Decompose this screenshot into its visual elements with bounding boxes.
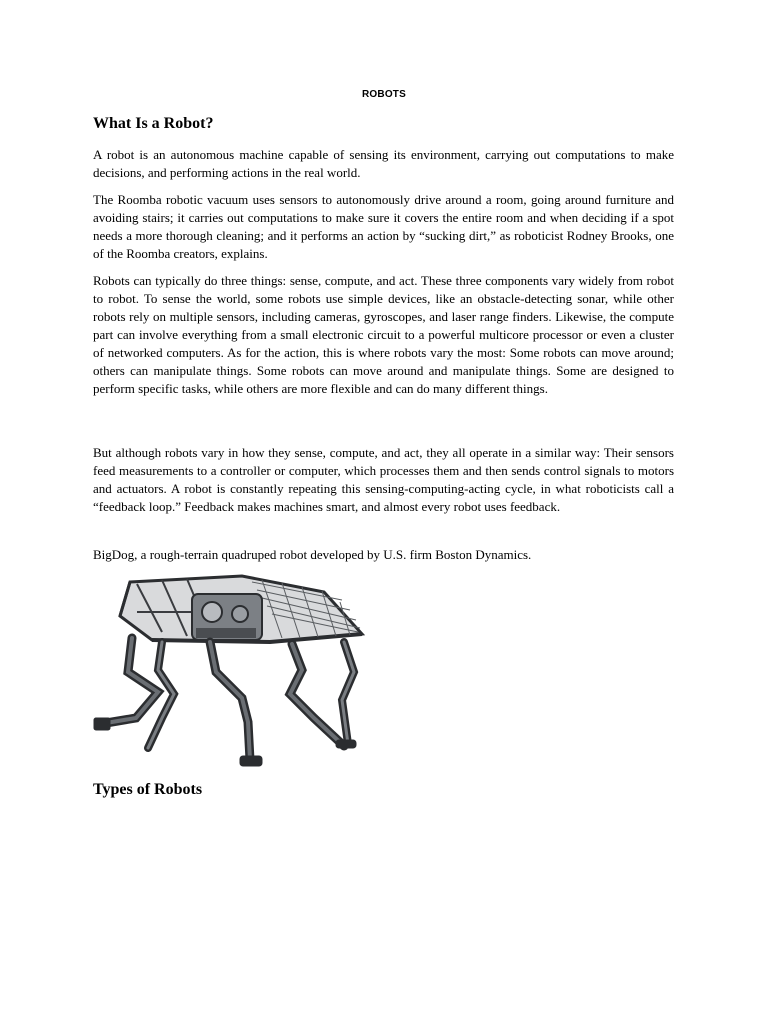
- paragraph-definition: A robot is an autonomous machine capable of sensing its environment, carrying out computations to make decisions, and performing actions in the real world.: [93, 147, 674, 180]
- robot-leg-front-left: [210, 642, 262, 766]
- paragraph-roomba: The Roomba robotic vacuum uses sensors to autonomously drive around a room, going around furniture and avoiding stairs; it carries out computations to make sure it covers the entire room and when deciding if a spot needs a more thorough cleaning; and it performs an action by “sucking dirt,” as roboticist Rodney Brooks, one of the Roomba creators, explains.: [93, 192, 674, 261]
- image-caption: BigDog, a rough-terrain quadruped robot developed by U.S. firm Boston Dynamics.: [93, 547, 532, 562]
- robot-leg-front-right: [290, 642, 356, 748]
- bigdog-robot-image: [92, 572, 366, 774]
- section-heading-what-is-a-robot: What Is a Robot?: [93, 115, 214, 132]
- section-heading-types-of-robots: Types of Robots: [93, 781, 203, 798]
- robot-leg-rear-left: [94, 638, 158, 730]
- robot-engine: [192, 594, 262, 640]
- paragraph-feedback-loop: But although robots vary in how they sense, compute, and act, they all operate in a similar way: Their sensors feed measurements to a controller or computer, which processes them and then sends control signals to motors and actuators. A robot is constantly repeating this sensing-computing-acting cycle, in what roboticists call a “feedback loop.” Feedback makes machines smart, and almost every robot uses feedback.: [93, 445, 674, 514]
- paragraph-sense-compute-act: Robots can typically do three things: sense, compute, and act. These three components vary widely from robot to robot. To sense the world, some robots use simple devices, like an obstacle-detecting sonar, while other robots rely on multiple sensors, including cameras, gyroscopes, and laser range finders. Likewise, the compute part can involve everything from a small electronic circuit to a powerful multicore processor or even a cluster of networked computers. As for the action, this is where robots vary the most: Some robots can move around; others can manipulate things. Some robots can move around and manipulate things. Some are designed to perform specific tasks, while others are more flexible and can do many different things.: [93, 273, 674, 396]
- document-title: ROBOTS: [362, 89, 406, 100]
